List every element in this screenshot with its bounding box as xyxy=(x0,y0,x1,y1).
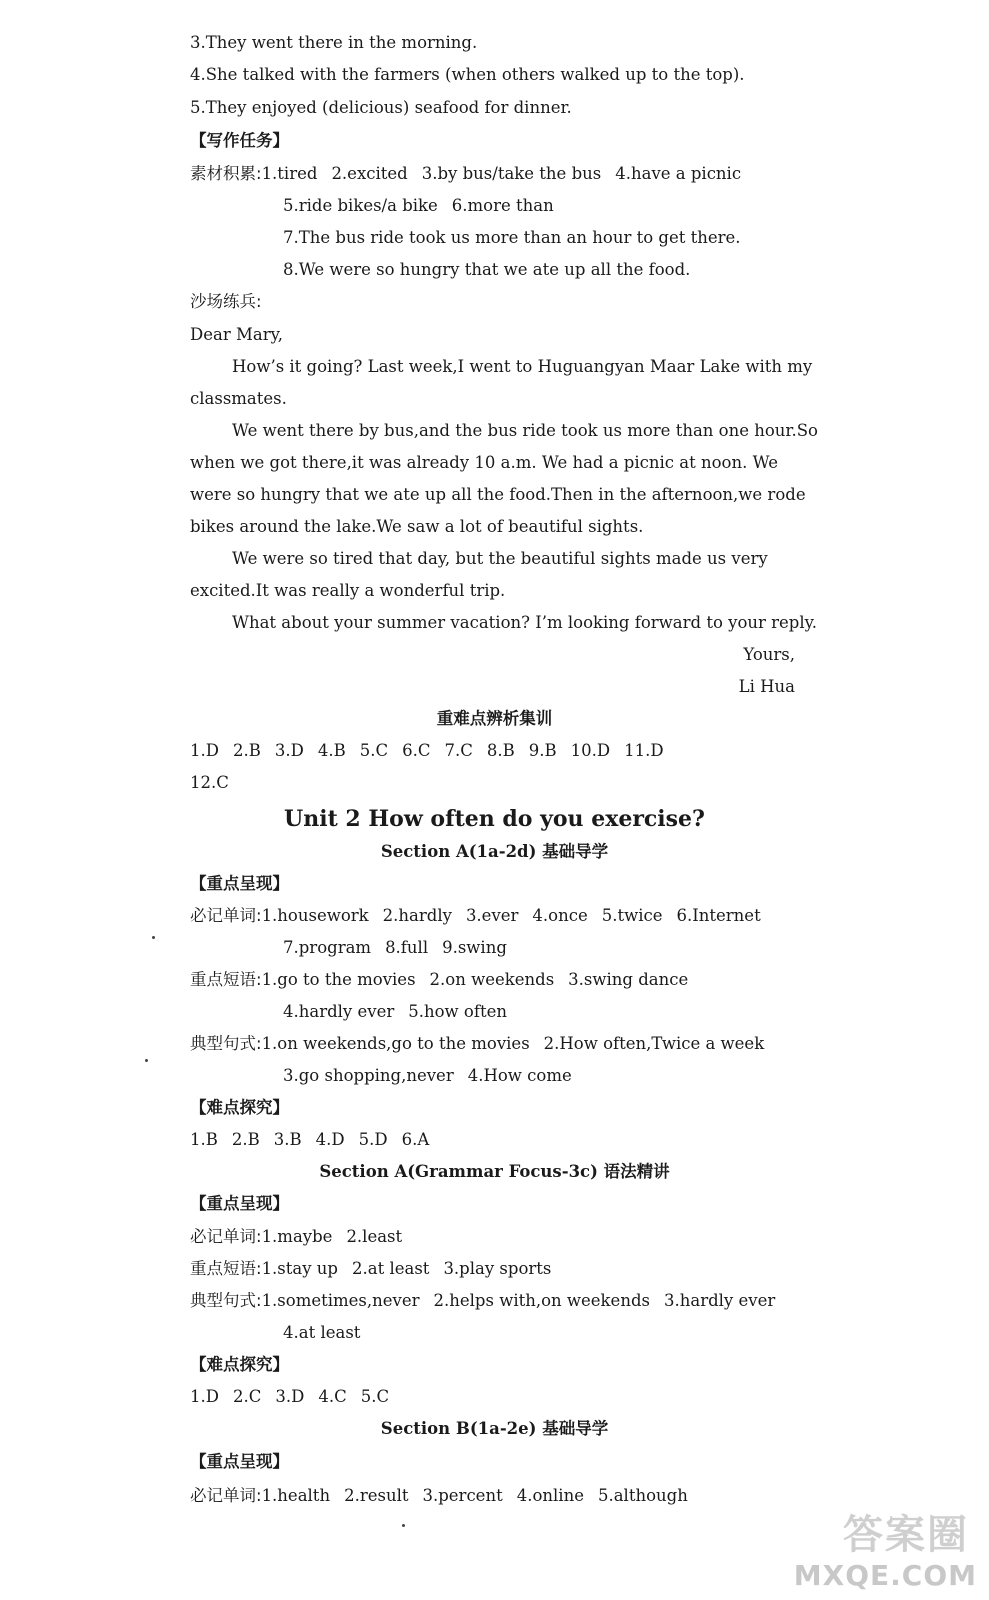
a2-sentences-line-1 xyxy=(190,1290,775,1312)
words-label: 必记单词: xyxy=(190,1227,262,1246)
answer: 2.C xyxy=(232,1387,262,1406)
word: 2.result xyxy=(344,1486,409,1505)
answer: 7.C xyxy=(444,741,473,760)
letter-greeting: Dear Mary, xyxy=(190,325,283,344)
answer: 8.B xyxy=(486,741,515,760)
answer: 4.C xyxy=(318,1387,347,1406)
word: 1.maybe xyxy=(261,1227,333,1246)
material-line-3: 7.The bus ride took us more than an hour to get there. xyxy=(283,228,741,247)
letter-line: We went there by bus,and the bus ride took us more than one hour.So xyxy=(232,421,818,440)
a1-words-line-1 xyxy=(190,905,761,927)
material-label: 素材积累: xyxy=(190,164,262,183)
answer: 3.D xyxy=(275,1387,305,1406)
letter-signature: Li Hua xyxy=(738,677,795,696)
section-a2-heading: 【重点呈现】 xyxy=(190,1194,289,1213)
answer: 11.D xyxy=(624,741,664,760)
words-label: 必记单词: xyxy=(190,906,262,925)
scan-speck xyxy=(402,1524,405,1527)
phrase: 2.at least xyxy=(352,1259,430,1278)
phrases-label: 重点短语: xyxy=(190,970,262,989)
writing-task-heading: 【写作任务】 xyxy=(190,131,289,150)
phrase: 1.stay up xyxy=(261,1259,338,1278)
answer: 5.C xyxy=(359,741,389,760)
answer: 6.C xyxy=(402,741,431,760)
section-a1-title: Section A(1a-2d) 基础导学 xyxy=(380,842,609,861)
letter-line: excited.It was really a wonderful trip. xyxy=(190,581,506,600)
answer-line-5: 5.They enjoyed (delicious) seafood for dinner. xyxy=(190,98,572,117)
answer: 5.C xyxy=(360,1387,390,1406)
material-item: 3.by bus/take the bus xyxy=(421,164,602,183)
key-points-answers-2: 12.C xyxy=(190,773,229,792)
word: 8.full xyxy=(385,938,429,957)
letter-line: bikes around the lake.We saw a lot of beautiful sights. xyxy=(190,517,644,536)
material-line-2 xyxy=(283,195,554,217)
word: 5.twice xyxy=(601,906,663,925)
phrase: 3.swing dance xyxy=(568,970,689,989)
material-item: 2.excited xyxy=(331,164,408,183)
a2-words xyxy=(190,1226,402,1248)
material-item: 1.tired xyxy=(261,164,318,183)
a1-words-line-2 xyxy=(283,937,507,959)
answer: 3.B xyxy=(273,1130,302,1149)
letter-line: What about your summer vacation? I’m looking forward to your reply. xyxy=(232,613,818,632)
section-a1-heading-2: 【难点探究】 xyxy=(190,1098,289,1117)
site-watermark xyxy=(783,1503,983,1598)
watermark-domain: MXQE.COM xyxy=(793,1559,977,1592)
sentence: 1.on weekends,go to the movies xyxy=(261,1034,530,1053)
a1-sentences-line-2 xyxy=(283,1065,572,1087)
words-label: 必记单词: xyxy=(190,1486,262,1505)
answer: 4.B xyxy=(317,741,346,760)
answer: 1.B xyxy=(190,1130,218,1149)
a2-sentences-line-2: 4.at least xyxy=(283,1323,361,1342)
word: 4.once xyxy=(532,906,588,925)
word: 7.program xyxy=(283,938,372,957)
material-line-1 xyxy=(190,163,741,185)
phrase: 5.how often xyxy=(408,1002,507,1021)
sentence: 2.helps with,on weekends xyxy=(433,1291,650,1310)
answer: 2.B xyxy=(232,741,261,760)
practice-label: 沙场练兵: xyxy=(190,292,262,311)
word: 2.hardly xyxy=(382,906,452,925)
word: 1.housework xyxy=(261,906,369,925)
scan-speck xyxy=(152,936,155,939)
sentence: 3.hardly ever xyxy=(663,1291,776,1310)
sentence: 3.go shopping,never xyxy=(283,1066,454,1085)
sentences-label: 典型句式: xyxy=(190,1291,262,1310)
phrase: 3.play sports xyxy=(443,1259,552,1278)
material-line-4: 8.We were so hungry that we ate up all the food. xyxy=(283,260,691,279)
a1-answers xyxy=(190,1129,429,1151)
watermark-logo-text: 答案圈 xyxy=(843,1512,969,1558)
section-a1-heading: 【重点呈现】 xyxy=(190,874,289,893)
phrase: 1.go to the movies xyxy=(261,970,416,989)
section-a2-title: Section A(Grammar Focus-3c) 语法精讲 xyxy=(319,1162,670,1181)
phrase: 4.hardly ever xyxy=(283,1002,395,1021)
a1-phrases-line-1 xyxy=(190,969,688,991)
phrase: 2.on weekends xyxy=(429,970,555,989)
a2-phrases xyxy=(190,1258,551,1280)
answer: 10.D xyxy=(570,741,611,760)
key-points-answers xyxy=(190,740,664,762)
section-a2-heading-2: 【难点探究】 xyxy=(190,1355,289,1374)
letter-line: We were so tired that day, but the beautiful sights made us very xyxy=(232,549,768,568)
material-item: 6.more than xyxy=(451,196,554,215)
key-points-title: 重难点辨析集训 xyxy=(436,709,553,728)
letter-line: classmates. xyxy=(190,389,287,408)
a2-answers xyxy=(190,1386,389,1408)
section-b1-title: Section B(1a-2e) 基础导学 xyxy=(380,1419,609,1438)
answer: 1.D xyxy=(190,741,219,760)
letter-line: when we got there,it was already 10 a.m. We had a picnic at noon. We xyxy=(190,453,778,472)
sentence: 4.How come xyxy=(467,1066,572,1085)
word: 1.health xyxy=(261,1486,331,1505)
answer: 9.B xyxy=(528,741,557,760)
answer-line-4: 4.She talked with the farmers (when others walked up to the top). xyxy=(190,65,745,84)
material-item: 4.have a picnic xyxy=(615,164,742,183)
sentences-label: 典型句式: xyxy=(190,1034,262,1053)
phrases-label: 重点短语: xyxy=(190,1259,262,1278)
word: 6.Internet xyxy=(676,906,761,925)
answer: 6.A xyxy=(401,1130,430,1149)
a1-sentences-line-1 xyxy=(190,1033,764,1055)
unit-title: Unit 2 How often do you exercise? xyxy=(284,806,705,832)
scan-speck xyxy=(145,1059,148,1062)
material-item: 5.ride bikes/a bike xyxy=(283,196,438,215)
sentence: 1.sometimes,never xyxy=(261,1291,420,1310)
answer: 2.B xyxy=(231,1130,260,1149)
answer: 3.D xyxy=(274,741,304,760)
b1-words xyxy=(190,1485,688,1507)
word: 4.online xyxy=(516,1486,584,1505)
letter-line: were so hungry that we ate up all the food.Then in the afternoon,we rode xyxy=(190,485,806,504)
answer-line-3: 3.They went there in the morning. xyxy=(190,33,478,52)
answer: 5.D xyxy=(358,1130,388,1149)
answer: 1.D xyxy=(190,1387,219,1406)
letter-closing: Yours, xyxy=(743,645,795,664)
sentence: 2.How often,Twice a week xyxy=(543,1034,765,1053)
section-b1-heading: 【重点呈现】 xyxy=(190,1452,289,1471)
a1-phrases-line-2 xyxy=(283,1001,507,1023)
word: 5.although xyxy=(597,1486,688,1505)
word: 2.least xyxy=(346,1227,403,1246)
word: 3.ever xyxy=(465,906,519,925)
word: 3.percent xyxy=(422,1486,503,1505)
letter-line: How’s it going? Last week,I went to Huguangyan Maar Lake with my xyxy=(232,357,813,376)
answer: 4.D xyxy=(315,1130,345,1149)
word: 9.swing xyxy=(442,938,507,957)
